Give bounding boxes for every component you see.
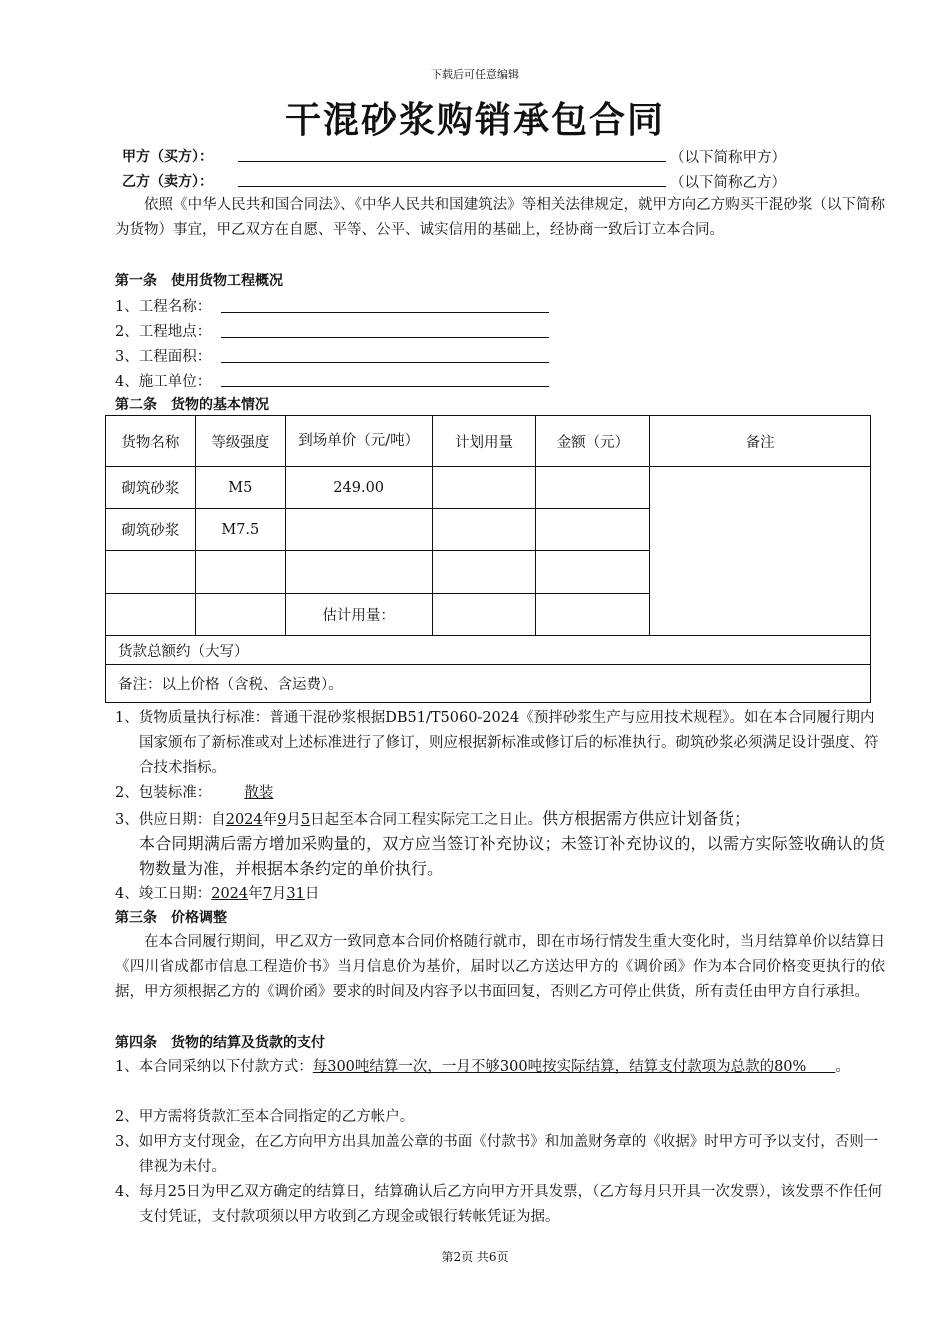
goods-table <box>105 415 871 703</box>
price-adjust-paragraph: 在本合同履行期间，甲乙双方一致同意本合同价格随行就市，即在市场行情发生重大变化时，当月结算单价以结算日《四川省成都市信息工程造价书》当月信息价为基价，届时以乙方送达甲方的《调价函》作为本合同价格变更执行的依据，甲方须根据乙方的《调价函》要求的时间及内容予以书面回复，否则乙方可停止供货，所有责任由甲方自行承担。 <box>115 934 885 1000</box>
article1-heading: 第一条 使用货物工程概况 <box>115 273 283 289</box>
project-name-label: 1、工程名称： <box>115 299 212 315</box>
payment-account-text: 2、甲方需将货款汇至本合同指定的乙方帐户。 <box>115 1109 415 1125</box>
cash-payment-text: 3、如甲方支付现金，在乙方向甲方出具加盖公章的书面《付款书》和加盖财务章的《收据》时甲方可予以支付，否则一律视为未付。 <box>115 1134 879 1175</box>
completion-date-prefix: 4、竣工日期： <box>115 886 212 902</box>
seller-label: 乙方（卖方）： <box>122 174 213 190</box>
cell-unit-price[interactable]: 249.00 <box>285 467 432 509</box>
col-header-unit-price: 到场单价（元/吨） <box>285 416 432 467</box>
cell-planned-qty[interactable] <box>432 467 536 509</box>
page-number: 第2页 共6页 <box>441 1250 509 1264</box>
quality-standard-item <box>115 706 885 781</box>
cell-estimated-qty-label: 估计用量： <box>285 594 432 636</box>
payment-method-value[interactable]: 每300吨结算一次，一月不够300吨按实际结算，结算支付款项为总款的80% <box>312 1059 807 1075</box>
cell-grade[interactable]: M5 <box>195 467 285 509</box>
cell-goods-name[interactable] <box>106 594 196 636</box>
supply-date-item <box>115 806 885 833</box>
cell-planned-qty[interactable] <box>432 551 536 594</box>
intro-paragraph: 依照《中华人民共和国合同法》、《中华人民共和国建筑法》等相关法律规定，就甲方向乙方购买干混砂浆（以下简称为货物）事宜，甲乙双方在自愿、平等、公平、诚实信用的基础上，经协商一致后订立本合同。 <box>115 197 885 238</box>
quality-standard-text: 1、货物质量执行标准：普通干混砂浆根据DB51/T5060-2024《预拌砂浆生产与应用技术规程》。如在本合同履行期内国家颁布了新标准或对上述标准进行了修订，则应根据新标准或修订后的标准执行。砌筑砂浆必须满足设计强度、符合技术指标。 <box>115 710 879 776</box>
cell-goods-name[interactable]: 砌筑砂浆 <box>106 509 196 551</box>
cell-amount[interactable] <box>536 509 650 551</box>
settlement-date-text: 4、每月25日为甲乙双方确定的结算日，结算确认后乙方向甲方开具发票，（乙方每月只开具一次发票），该发票不作任何支付凭证，支付款项须以甲方收到乙方现金或银行转帐凭证为据。 <box>115 1184 883 1225</box>
packaging-value[interactable]: 散装 <box>244 785 274 801</box>
cell-unit-price[interactable] <box>285 551 432 594</box>
packaging-label: 2、包装标准： <box>115 785 212 801</box>
cell-remarks[interactable] <box>650 467 871 636</box>
table-row <box>106 467 871 509</box>
seller-suffix: （以下简称乙方） <box>670 175 786 191</box>
completion-month-unit: 月 <box>271 886 287 902</box>
article4-heading: 第四条 货物的结算及货款的支付 <box>115 1035 325 1051</box>
cell-amount[interactable] <box>536 467 650 509</box>
supply-plan-text: 供方根据需方供应计划备货； <box>542 809 751 828</box>
header-note: 下载后可任意编辑 <box>431 68 519 81</box>
cell-grade[interactable] <box>195 594 285 636</box>
col-header-grade: 等级强度 <box>195 416 285 467</box>
cell-goods-name[interactable] <box>106 551 196 594</box>
payment-method-line <box>115 1055 885 1080</box>
supply-supplement-text: 本合同期满后需方增加采购量的，双方应当签订补充协议；未签订补充协议的，以需方实际签收确认的货物数量为准，并根据本条约定的单价执行。 <box>139 834 885 878</box>
payment-method-item <box>115 1055 885 1080</box>
completion-year[interactable]: 2024 <box>211 886 249 902</box>
completion-month[interactable]: 7 <box>262 886 272 902</box>
total-row <box>106 636 871 665</box>
completion-year-unit: 年 <box>248 886 263 902</box>
payment-method-prefix: 1、本合同采纳以下付款方式： <box>115 1059 313 1075</box>
cell-grade[interactable] <box>195 551 285 594</box>
supply-day[interactable]: 5 <box>300 812 311 828</box>
project-area-label: 3、工程面积： <box>115 349 212 365</box>
supply-year[interactable]: 2024 <box>225 812 263 828</box>
buyer-name-line[interactable] <box>238 161 666 162</box>
article3-heading: 第三条 价格调整 <box>115 910 227 926</box>
contract-title: 干混砂浆购销承包合同 <box>284 100 665 141</box>
supply-year-unit: 年 <box>262 812 278 828</box>
col-header-remarks: 备注 <box>650 416 871 467</box>
article2-heading: 第二条 货物的基本情况 <box>115 397 269 413</box>
seller-name-line[interactable] <box>238 186 666 187</box>
cell-planned-qty[interactable] <box>432 594 536 636</box>
project-location-line[interactable] <box>221 337 549 338</box>
cash-payment-item <box>115 1130 885 1180</box>
payment-method-tail: 。 <box>835 1059 850 1075</box>
cell-grade[interactable]: M7.5 <box>195 509 285 551</box>
project-name-line[interactable] <box>221 312 549 313</box>
cell-unit-price[interactable] <box>285 509 432 551</box>
contractor-line[interactable] <box>221 386 549 387</box>
cell-amount[interactable] <box>536 594 650 636</box>
cell-goods-name[interactable]: 砌筑砂浆 <box>106 467 196 509</box>
project-location-label: 2、工程地点： <box>115 324 212 340</box>
note-row <box>106 665 871 703</box>
payment-account-item <box>115 1105 885 1130</box>
completion-day-unit: 日 <box>304 886 320 902</box>
supply-date-prefix: 3、供应日期：自 <box>115 812 226 828</box>
cell-planned-qty[interactable] <box>432 509 536 551</box>
cell-amount[interactable] <box>536 551 650 594</box>
price-note: 备注：以上价格（含税、含运费）。 <box>106 665 871 703</box>
settlement-date-item <box>115 1180 885 1230</box>
supply-month-unit: 月 <box>286 812 301 828</box>
col-header-planned-qty: 计划用量 <box>432 416 536 467</box>
packaging-item <box>115 781 885 806</box>
contractor-label: 4、施工单位： <box>115 374 212 390</box>
completion-date-item <box>115 882 885 907</box>
supply-month[interactable]: 9 <box>277 812 287 828</box>
supply-date-tail: 日起至本合同工程实际完工之日止。 <box>310 812 543 828</box>
buyer-suffix: （以下简称甲方） <box>670 150 786 166</box>
project-area-line[interactable] <box>221 362 549 363</box>
completion-day[interactable]: 31 <box>286 886 305 902</box>
col-header-goods-name: 货物名称 <box>106 416 196 467</box>
buyer-label: 甲方（买方）： <box>122 149 213 165</box>
table-header-row <box>106 416 871 467</box>
total-amount-label[interactable]: 货款总额约（大写） <box>106 636 871 665</box>
col-header-amount: 金额（元） <box>536 416 650 467</box>
